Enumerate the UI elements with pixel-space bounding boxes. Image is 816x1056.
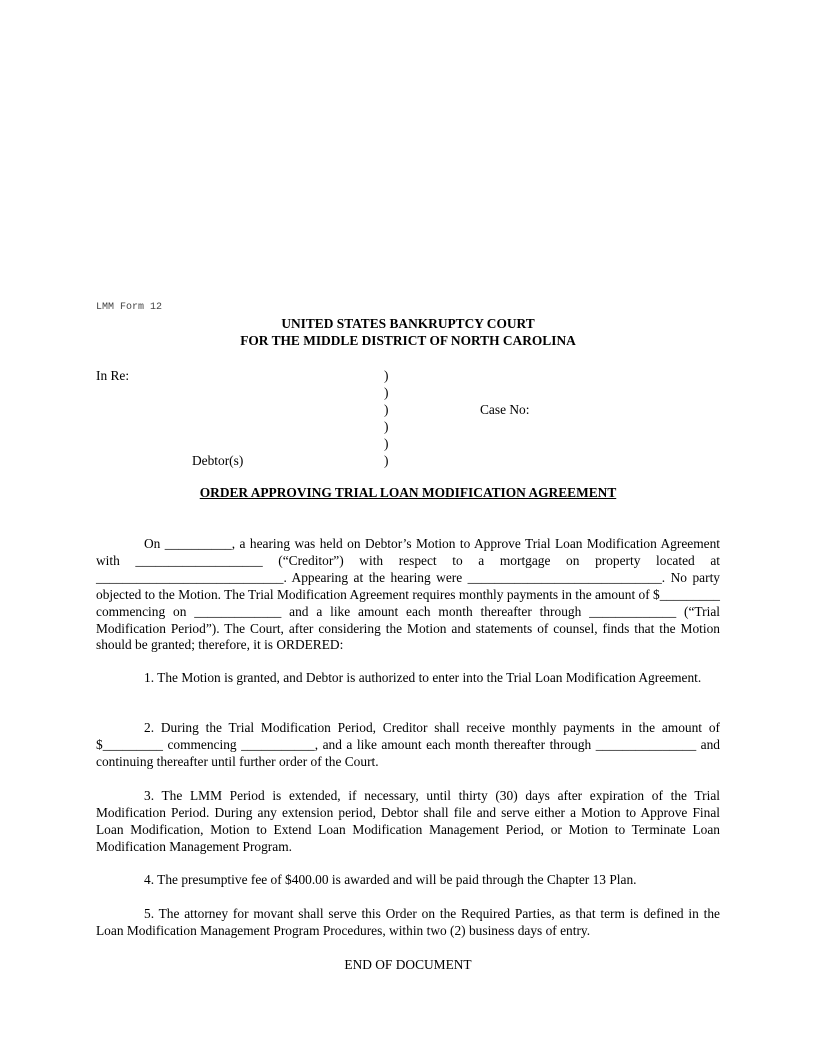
order-paragraph-1 xyxy=(96,670,720,687)
caption-paren: ) xyxy=(384,368,389,383)
order-paragraph-3 xyxy=(96,788,720,856)
form-label: LMM Form 12 xyxy=(96,302,163,313)
court-name: UNITED STATES BANKRUPTCY COURT xyxy=(281,316,535,331)
order-paragraph-2 xyxy=(96,720,720,771)
intro-paragraph xyxy=(96,536,720,654)
caption-paren: ) xyxy=(384,402,389,417)
paragraph-text: 3. The LMM Period is extended, if necessary, until thirty (30) days after expiration of the Trial Modification Period. During any extension period, Debtor shall file and serve either a Motion to Approve Final Loan Modification, Motion to Extend Loan Modification Management Period, or Motion to Terminate Loan Modification Management Program. xyxy=(96,788,720,854)
in-re-label: In Re: xyxy=(96,368,130,383)
paragraph-text: 4. The presumptive fee of $400.00 is awarded and will be paid through the Chapter 13 Plan. xyxy=(144,872,637,887)
order-paragraph-4 xyxy=(96,872,720,889)
caption-paren: ) xyxy=(384,385,389,400)
caption-paren: ) xyxy=(384,436,389,451)
order-title: ORDER APPROVING TRIAL LOAN MODIFICATION AGREEMENT xyxy=(199,485,617,500)
court-district: FOR THE MIDDLE DISTRICT OF NORTH CAROLINA xyxy=(240,333,576,348)
end-of-document: END OF DOCUMENT xyxy=(344,957,472,972)
paragraph-text: 5. The attorney for movant shall serve this Order on the Required Parties, as that term is defined in the Loan Modification Management Program Procedures, within two (2) business days of entry. xyxy=(96,906,720,938)
case-no-label: Case No: xyxy=(480,402,530,417)
order-paragraph-5 xyxy=(96,906,720,940)
caption-paren: ) xyxy=(384,453,389,468)
debtor-label: Debtor(s) xyxy=(192,453,244,468)
paragraph-text: 2. During the Trial Modification Period, Creditor shall receive monthly payments in the amount of $_________ commencing ___________, and a like amount each month thereafter through _______________ and continuing thereafter until further order of the Court. xyxy=(96,720,720,769)
caption-paren: ) xyxy=(384,419,389,434)
intro-text: On __________, a hearing was held on Debtor’s Motion to Approve Trial Loan Modification Agreement with ___________________ (“Creditor”) with respect to a mortgage on property located at ____________________________. Appearing at the hearing were _____________________________. No party objected to the Motion. The Trial Modification Agreement requires monthly payments in the amount of $_________ commencing on _____________ and a like amount each month thereafter through _____________ (“Trial Modification Period”). The Court, after considering the Motion and statements of counsel, finds that the Motion should be granted; therefore, it is ORDERED: xyxy=(96,536,720,653)
paragraph-text: 1. The Motion is granted, and Debtor is authorized to enter into the Trial Loan Modification Agreement. xyxy=(144,670,702,685)
